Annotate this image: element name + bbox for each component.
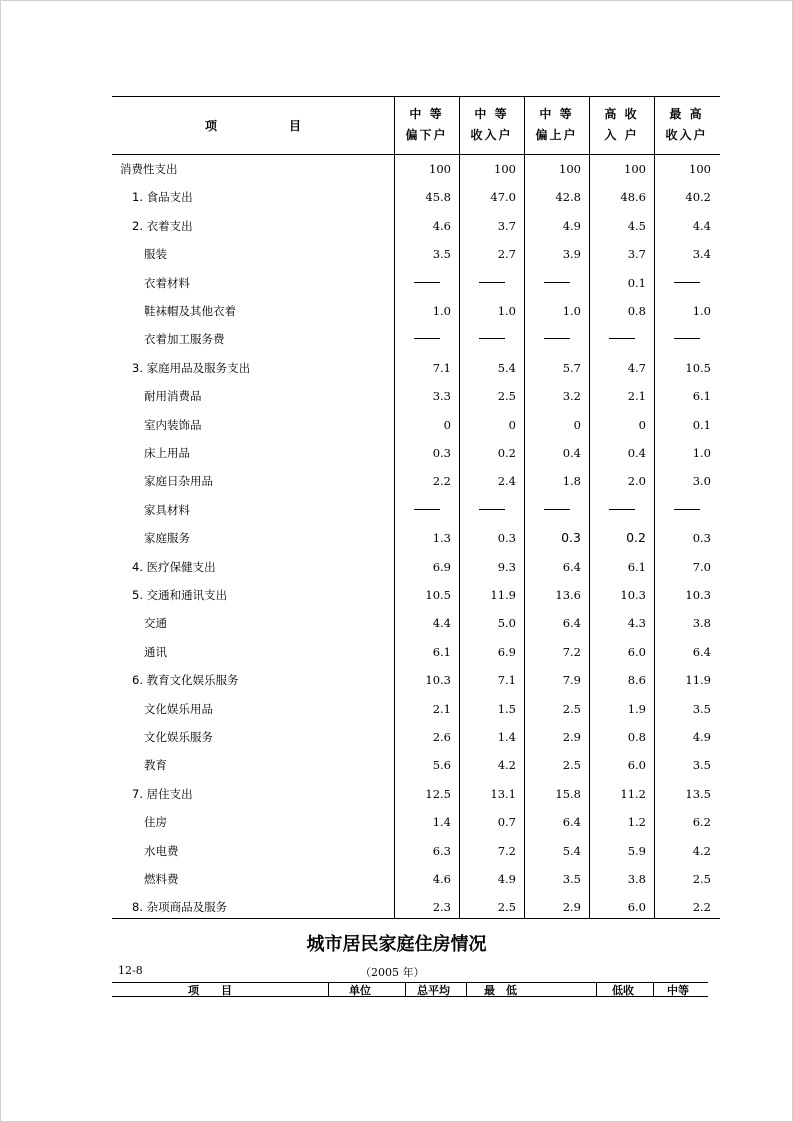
header-middle — [459, 96, 524, 154]
cell-value: 2.5 — [562, 701, 581, 716]
cell-value: 4.7 — [627, 360, 646, 375]
cell-value: 7.2 — [562, 644, 581, 659]
header-line-2: 收入户 — [665, 128, 708, 142]
empty-value-dash — [674, 338, 700, 339]
cell-value: 6.1 — [627, 559, 646, 574]
table-row — [112, 297, 720, 325]
cell-value: 10.5 — [685, 360, 711, 375]
cell-value: 11.9 — [685, 673, 711, 688]
cell-value: 7.1 — [432, 360, 451, 375]
table-row — [112, 354, 720, 382]
row-label: 家具材料 — [144, 502, 190, 517]
empty-value-dash — [479, 509, 505, 510]
cell-value: 3.7 — [497, 218, 516, 233]
row-label: 衣着加工服务费 — [144, 332, 225, 347]
cell-value: 0 — [443, 417, 451, 432]
cell-value: 11.2 — [620, 786, 646, 801]
empty-value-dash — [479, 282, 505, 283]
cell-value: 2.2 — [692, 900, 711, 915]
cell-value: 3.2 — [562, 389, 581, 404]
row-label: 服装 — [144, 247, 167, 262]
cell-value: 1.0 — [562, 304, 581, 318]
row-label: 室内装饰品 — [144, 417, 202, 432]
cell-value: 2.3 — [432, 900, 451, 915]
table-row — [112, 467, 720, 495]
cell-value: 3.0 — [692, 474, 711, 489]
cell-value: 13.5 — [685, 786, 711, 801]
cell-value: 5.4 — [562, 843, 581, 858]
cell-value: 0.2 — [497, 446, 516, 460]
table-row — [112, 269, 720, 297]
cell-value: 6.4 — [562, 616, 581, 631]
housing-column-divider — [405, 982, 406, 996]
header-line-2: 偏上户 — [535, 128, 578, 142]
cell-value: 0 — [508, 417, 516, 432]
table-row — [112, 524, 720, 552]
table-row — [112, 638, 720, 666]
empty-value-dash — [674, 282, 700, 283]
cell-value: 2.0 — [627, 474, 646, 489]
table-row — [112, 808, 720, 836]
cell-value: 0.3 — [432, 446, 451, 460]
cell-value: 1.8 — [562, 474, 581, 489]
cell-value: 0.8 — [627, 730, 646, 744]
header-line-1: 中 等 — [409, 107, 444, 121]
cell-value: 42.8 — [555, 190, 581, 205]
header-highest — [654, 96, 719, 154]
cell-value: 11.9 — [490, 588, 516, 602]
cell-value: 2.4 — [497, 474, 516, 489]
header-line-2: 偏下户 — [405, 128, 448, 142]
cell-value: 1.3 — [432, 531, 451, 546]
housing-header-average: 总平均 — [417, 984, 450, 996]
header-lower-middle — [394, 96, 459, 154]
cell-value: 4.9 — [692, 730, 711, 744]
table-row — [112, 837, 720, 865]
cell-value: 4.3 — [627, 616, 646, 631]
table-row — [112, 411, 720, 439]
cell-value: 0.2 — [626, 530, 646, 546]
cell-value: 0.1 — [692, 417, 711, 432]
cell-value: 2.7 — [497, 247, 516, 262]
row-label: 家庭服务 — [144, 531, 190, 546]
row-label: 家庭日杂用品 — [144, 474, 213, 489]
cell-value: 1.0 — [497, 304, 516, 318]
empty-value-dash — [414, 509, 440, 510]
cell-value: 47.0 — [490, 190, 516, 205]
cell-value: 1.5 — [497, 701, 516, 716]
table-row — [112, 780, 720, 808]
table-row — [112, 893, 720, 921]
row-label: 2. 衣着支出 — [132, 218, 193, 233]
row-label: 鞋袜帽及其他衣着 — [144, 304, 236, 318]
cell-value: 2.1 — [627, 389, 646, 404]
row-label: 5. 交通和通讯支出 — [132, 588, 228, 602]
cell-value: 3.9 — [562, 247, 581, 262]
cell-value: 1.4 — [497, 730, 516, 744]
empty-value-dash — [609, 338, 635, 339]
header-item-char-1: 项 — [204, 118, 217, 133]
table-row — [112, 695, 720, 723]
cell-value: 0.3 — [561, 530, 581, 546]
cell-value: 4.4 — [432, 616, 451, 631]
cell-value: 2.5 — [692, 872, 711, 886]
table-row — [112, 155, 720, 183]
cell-value: 4.6 — [432, 218, 451, 233]
housing-table-top-rule — [112, 982, 708, 983]
cell-value: 8.6 — [627, 673, 646, 688]
year-note: （2005 年） — [360, 966, 425, 979]
cell-value: 2.5 — [497, 900, 516, 915]
cell-value: 6.0 — [627, 758, 646, 773]
cell-value: 5.4 — [497, 360, 516, 375]
housing-column-divider — [466, 982, 467, 996]
cell-value: 7.1 — [497, 673, 516, 688]
cell-value: 5.7 — [562, 360, 581, 375]
empty-value-dash — [609, 509, 635, 510]
cell-value: 1.9 — [627, 701, 646, 716]
table-row — [112, 496, 720, 524]
cell-value: 1.0 — [692, 446, 711, 460]
housing-column-divider — [328, 982, 329, 996]
header-item — [112, 96, 394, 154]
cell-value: 4.2 — [497, 758, 516, 773]
row-label: 3. 家庭用品及服务支出 — [132, 360, 251, 375]
row-label: 4. 医疗保健支出 — [132, 559, 216, 574]
cell-value: 6.4 — [562, 815, 581, 830]
table-row — [112, 325, 720, 353]
cell-value: 2.1 — [432, 701, 451, 716]
table-row — [112, 240, 720, 268]
row-label: 燃料费 — [144, 872, 179, 886]
header-line-2: 入 户 — [604, 128, 639, 142]
cell-value: 9.3 — [497, 559, 516, 574]
row-label: 住房 — [144, 815, 167, 830]
cell-value: 6.4 — [692, 644, 711, 659]
header-line-2: 收入户 — [470, 128, 513, 142]
row-label: 消费性支出 — [120, 162, 178, 176]
cell-value: 0.3 — [497, 531, 516, 546]
housing-header-low-income: 低收 — [612, 984, 634, 996]
cell-value: 48.6 — [620, 190, 646, 205]
cell-value: 1.0 — [432, 304, 451, 318]
table-row — [112, 751, 720, 779]
cell-value: 10.3 — [620, 588, 646, 602]
cell-value: 1.0 — [692, 304, 711, 318]
cell-value: 6.1 — [432, 644, 451, 659]
cell-value: 3.5 — [562, 872, 581, 886]
cell-value: 3.8 — [692, 616, 711, 631]
cell-value: 6.0 — [627, 900, 646, 915]
section-title: 城市居民家庭住房情况 — [306, 934, 487, 955]
empty-value-dash — [414, 282, 440, 283]
row-label: 通讯 — [144, 644, 167, 659]
header-high — [589, 96, 654, 154]
cell-value: 2.9 — [562, 730, 581, 744]
table-row — [112, 723, 720, 751]
table-row — [112, 609, 720, 637]
cell-value: 2.5 — [497, 389, 516, 404]
cell-value: 0 — [573, 417, 581, 432]
cell-value: 6.3 — [432, 843, 451, 858]
cell-value: 6.9 — [432, 559, 451, 574]
table-row — [112, 183, 720, 211]
housing-table-header-rule — [112, 996, 708, 997]
table-row — [112, 581, 720, 609]
cell-value: 3.3 — [432, 389, 451, 404]
cell-value: 6.1 — [692, 389, 711, 404]
empty-value-dash — [479, 338, 505, 339]
cell-value: 0.7 — [497, 815, 516, 830]
cell-value: 2.5 — [562, 758, 581, 773]
cell-value: 2.6 — [432, 730, 451, 744]
housing-header-unit: 单位 — [349, 984, 371, 996]
cell-value: 4.6 — [432, 872, 451, 886]
table-row — [112, 553, 720, 581]
cell-value: 7.2 — [497, 843, 516, 858]
header-upper-middle — [524, 96, 589, 154]
row-label: 文化娱乐服务 — [144, 730, 213, 744]
header-line-1: 中 等 — [539, 107, 574, 121]
housing-column-divider — [596, 982, 597, 996]
cell-value: 5.6 — [432, 758, 451, 773]
housing-header-lowest: 最 低 — [484, 984, 517, 996]
table-row — [112, 865, 720, 893]
row-label: 水电费 — [144, 843, 179, 858]
row-label: 7. 居住支出 — [132, 786, 193, 801]
row-label: 教育 — [144, 758, 167, 773]
row-label: 6. 教育文化娱乐服务 — [132, 673, 239, 688]
cell-value: 0.4 — [562, 446, 581, 460]
cell-value: 40.2 — [685, 190, 711, 205]
cell-value: 0 — [638, 417, 646, 432]
housing-header-item: 项 目 — [188, 984, 232, 996]
empty-value-dash — [544, 509, 570, 510]
cell-value: 10.5 — [425, 588, 451, 602]
cell-value: 3.5 — [692, 758, 711, 773]
cell-value: 6.9 — [497, 644, 516, 659]
empty-value-dash — [414, 338, 440, 339]
row-label: 8. 杂项商品及服务 — [132, 900, 228, 915]
row-label: 文化娱乐用品 — [144, 701, 213, 716]
cell-value: 45.8 — [425, 190, 451, 205]
cell-value: 2.9 — [562, 900, 581, 915]
table-row — [112, 439, 720, 467]
row-label: 1. 食品支出 — [132, 190, 193, 205]
cell-value: 13.1 — [490, 786, 516, 801]
cell-value: 4.4 — [692, 218, 711, 233]
cell-value: 15.8 — [555, 786, 581, 801]
cell-value: 100 — [429, 162, 451, 176]
header-line-1: 最 高 — [669, 107, 704, 121]
cell-value: 100 — [559, 162, 581, 176]
empty-value-dash — [674, 509, 700, 510]
cell-value: 100 — [624, 162, 646, 176]
cell-value: 1.2 — [627, 815, 646, 830]
cell-value: 7.0 — [692, 559, 711, 574]
table-number: 12-8 — [118, 964, 143, 977]
table-row — [112, 212, 720, 240]
row-label: 衣着材料 — [144, 275, 190, 290]
cell-value: 6.2 — [692, 815, 711, 830]
cell-value: 13.6 — [555, 588, 581, 602]
cell-value: 0.8 — [627, 304, 646, 318]
cell-value: 5.9 — [627, 843, 646, 858]
row-label: 床上用品 — [144, 446, 190, 460]
header-line-1: 中 等 — [474, 107, 509, 121]
cell-value: 5.0 — [497, 616, 516, 631]
cell-value: 4.9 — [497, 872, 516, 886]
cell-value: 12.5 — [425, 786, 451, 801]
empty-value-dash — [544, 282, 570, 283]
cell-value: 7.9 — [562, 673, 581, 688]
cell-value: 2.2 — [432, 474, 451, 489]
cell-value: 4.9 — [562, 218, 581, 233]
cell-value: 3.5 — [432, 247, 451, 262]
cell-value: 0.3 — [692, 531, 711, 546]
cell-value: 10.3 — [425, 673, 451, 688]
header-item-char-2: 目 — [289, 118, 302, 133]
cell-value: 100 — [494, 162, 516, 176]
empty-value-dash — [544, 338, 570, 339]
cell-value: 0.4 — [627, 446, 646, 460]
table-row — [112, 666, 720, 694]
cell-value: 3.4 — [692, 247, 711, 262]
cell-value: 4.5 — [627, 218, 646, 233]
cell-value: 4.2 — [692, 843, 711, 858]
row-label: 交通 — [144, 616, 167, 631]
header-line-1: 高 收 — [604, 107, 639, 121]
cell-value: 1.4 — [432, 815, 451, 830]
housing-header-middle: 中等 — [667, 984, 689, 996]
housing-column-divider — [653, 982, 654, 996]
cell-value: 3.7 — [627, 247, 646, 262]
row-label: 耐用消费品 — [144, 389, 202, 404]
cell-value: 100 — [689, 162, 711, 176]
cell-value: 0.1 — [627, 275, 646, 290]
cell-value: 10.3 — [685, 588, 711, 602]
cell-value: 3.8 — [627, 872, 646, 886]
cell-value: 6.0 — [627, 644, 646, 659]
cell-value: 3.5 — [692, 701, 711, 716]
cell-value: 6.4 — [562, 559, 581, 574]
table-row — [112, 382, 720, 410]
